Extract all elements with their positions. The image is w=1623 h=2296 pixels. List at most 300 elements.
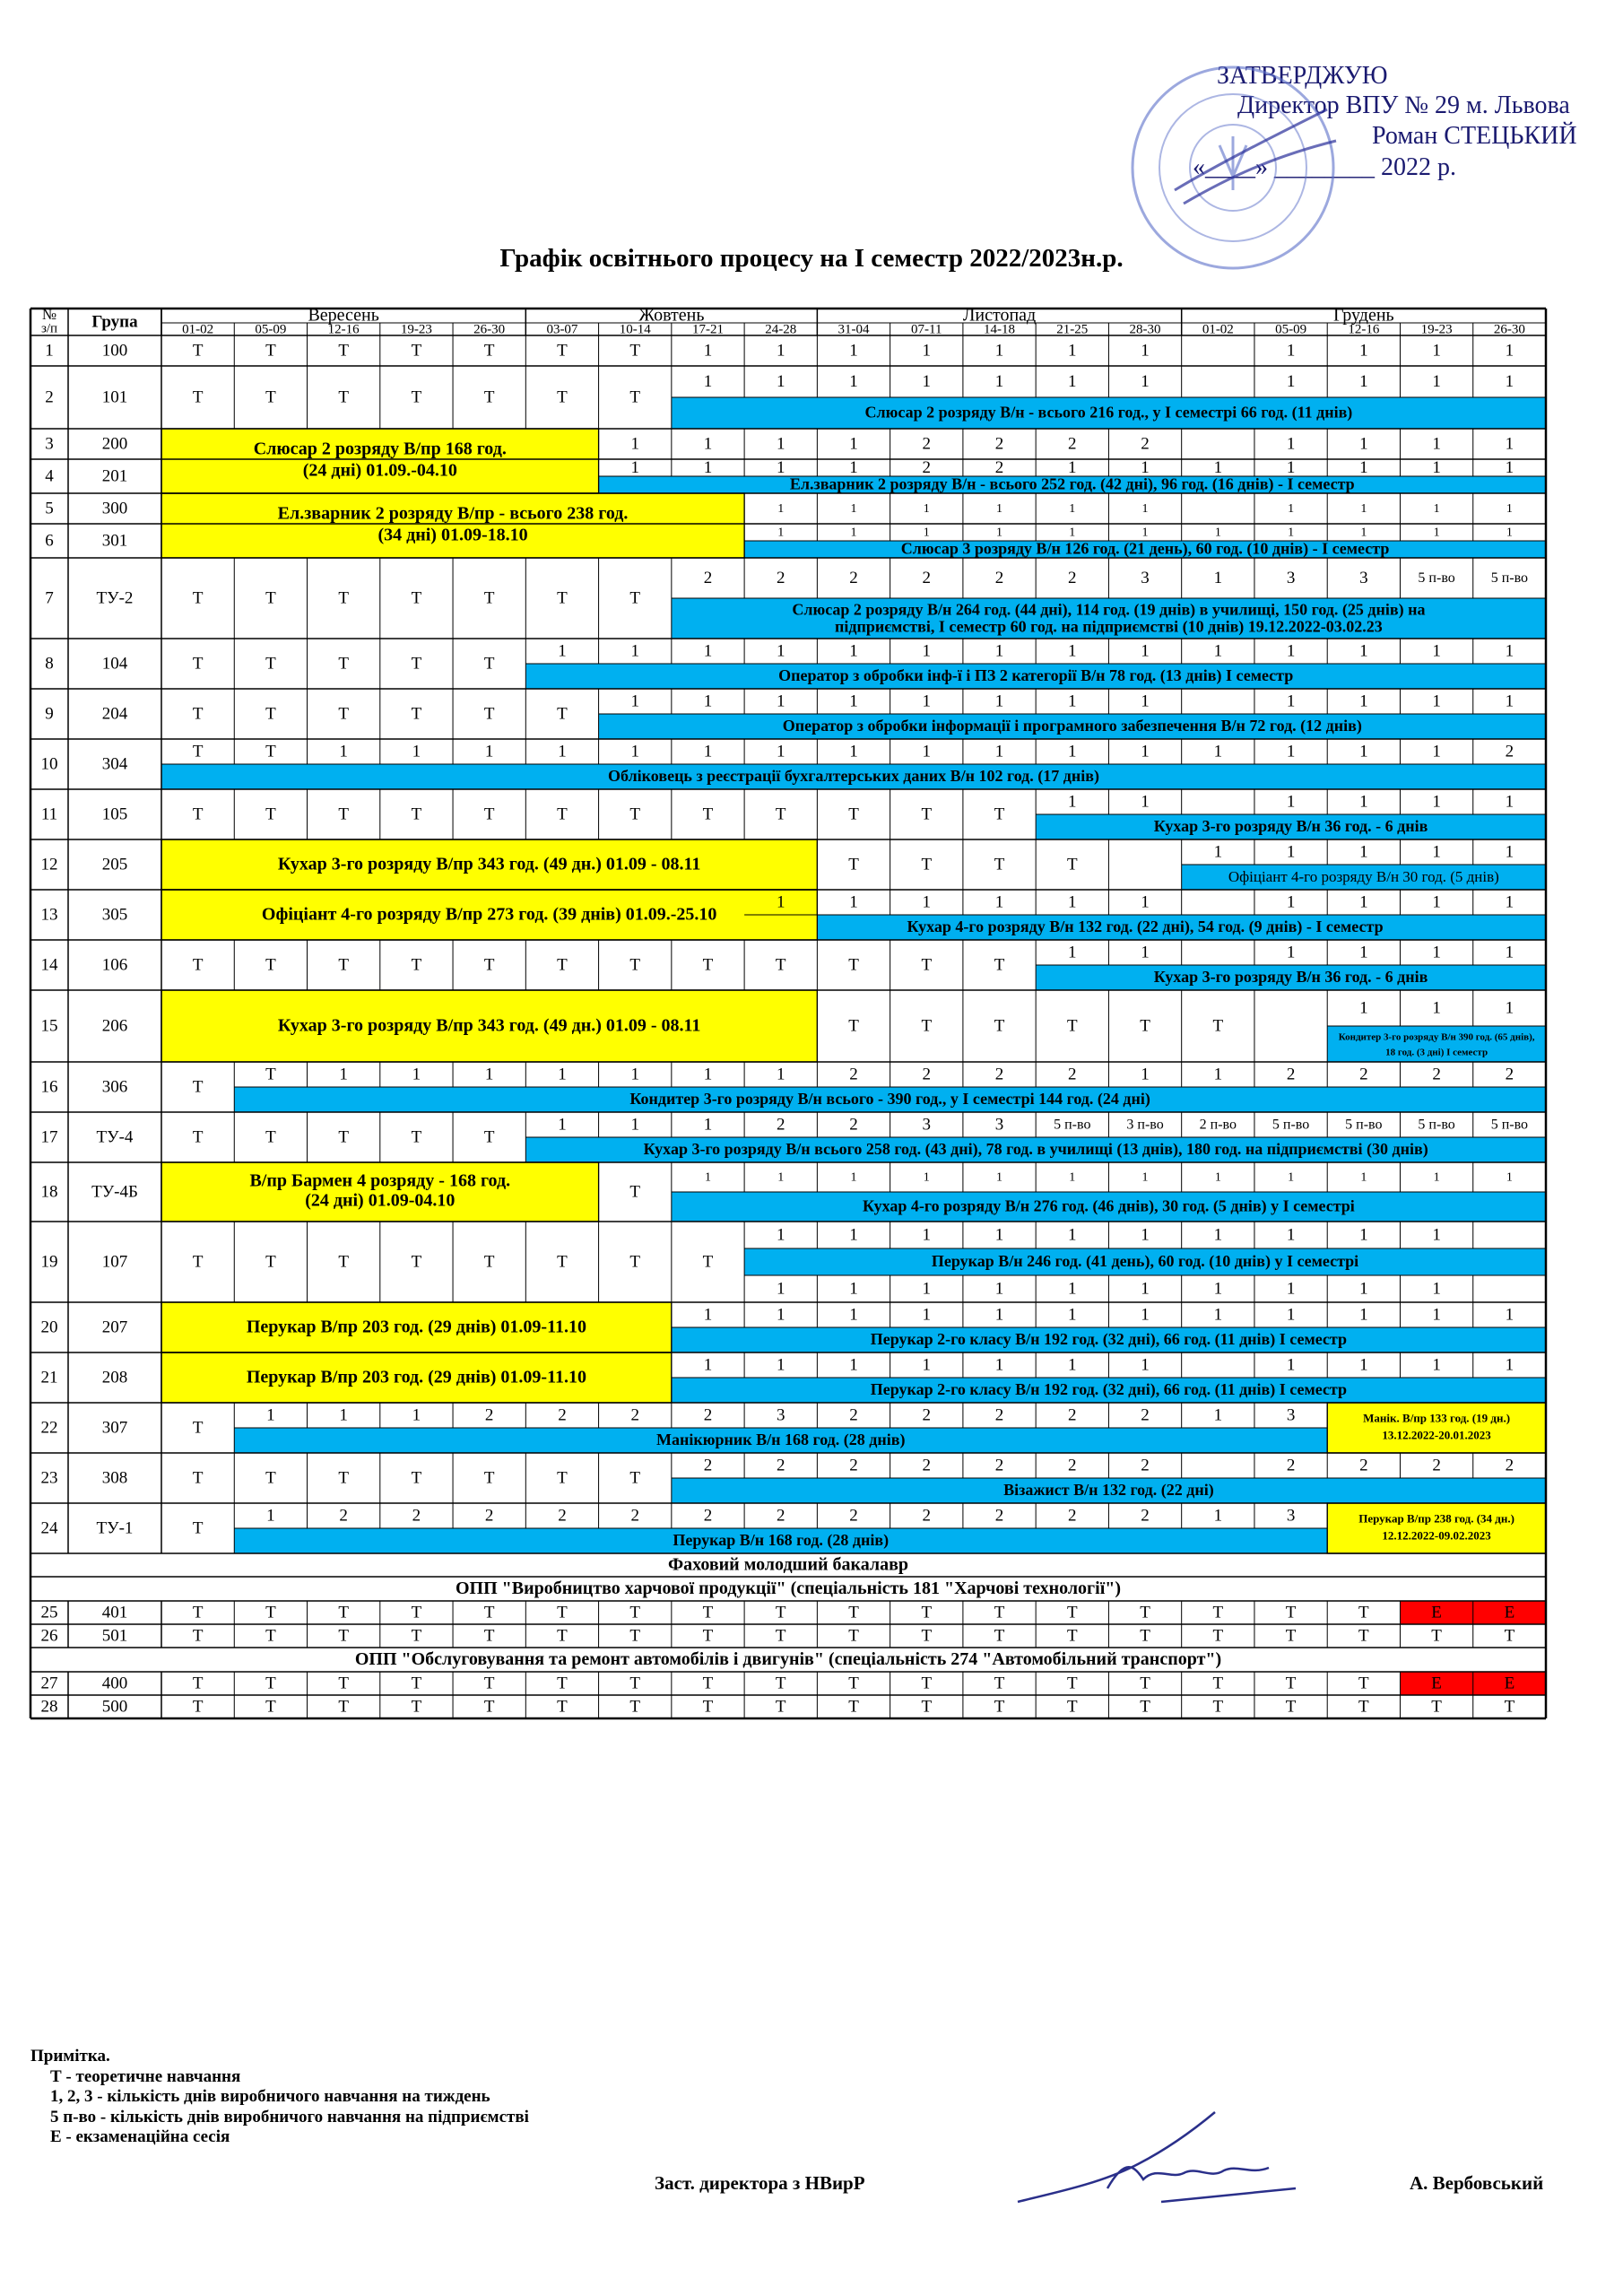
schedule-cell: Т <box>994 1603 1005 1622</box>
schedule-cell: Т <box>702 1252 714 1272</box>
week-header: 19-23 <box>400 322 432 337</box>
schedule-cell: 2 <box>412 1506 421 1526</box>
schedule-cell: Т <box>702 804 714 824</box>
schedule-cell: Т <box>192 1518 204 1538</box>
schedule-cell: 2 <box>776 1456 785 1475</box>
schedule-cell: Т <box>192 387 204 407</box>
group-code: 200 <box>101 434 128 454</box>
schedule-cell: Т <box>1358 1603 1369 1622</box>
schedule-cell: 1 <box>1141 742 1150 761</box>
yellow-block-label: Ел.зварник 2 розряду В/пр - всього 238 год. <box>277 503 629 524</box>
schedule-cell: 1 <box>1288 1170 1295 1185</box>
schedule-cell: 1 <box>849 1279 858 1299</box>
schedule-cell: 1 <box>704 1170 711 1185</box>
schedule-cell: 1 <box>996 526 1003 540</box>
row-number: 1 <box>45 341 54 361</box>
row-number: 2 <box>45 387 54 407</box>
schedule-cell: 1 <box>1505 457 1515 477</box>
week-header: 19-23 <box>1420 322 1453 337</box>
schedule-cell: 5 п-во <box>1345 1117 1383 1133</box>
approval-heading: ЗАТВЕРДЖУЮ <box>1217 62 1388 90</box>
schedule-cell: 1 <box>1432 341 1441 361</box>
schedule-cell: Т <box>411 1252 422 1272</box>
schedule-cell: Т <box>265 742 276 761</box>
schedule-cell: Т <box>557 1674 568 1693</box>
schedule-cell: 1 <box>1286 943 1296 962</box>
schedule-cell: 2 <box>776 568 785 587</box>
header-no: № <box>41 305 57 323</box>
schedule-cell: Т <box>848 1603 859 1622</box>
schedule-cell: 1 <box>1068 792 1077 812</box>
schedule-cell: Т <box>994 1674 1005 1693</box>
schedule-cell: 1 <box>1286 341 1296 361</box>
schedule-cell: 1 <box>1288 502 1295 517</box>
schedule-cell: Т <box>994 955 1005 975</box>
schedule-cell: Т <box>1066 855 1078 874</box>
document-title: Графік освітнього процесу на І семестр 2022/2023н.р. <box>499 244 1124 273</box>
schedule-cell: 1 <box>849 1355 858 1375</box>
schedule-cell: 1 <box>850 526 857 540</box>
row-number: 11 <box>40 804 58 824</box>
schedule-cell: 1 <box>1069 1170 1076 1185</box>
schedule-cell: 1 <box>1359 1279 1368 1299</box>
schedule-cell: 1 <box>1359 691 1368 711</box>
schedule-cell: 2 <box>1068 1405 1077 1425</box>
schedule-cell: Т <box>921 1674 933 1693</box>
schedule-cell: 1 <box>1359 457 1368 477</box>
schedule-cell: 1 <box>996 502 1003 517</box>
schedule-cell: 1 <box>1432 842 1441 862</box>
schedule-cell: Т <box>338 1468 349 1488</box>
schedule-cell: 3 <box>994 1115 1004 1135</box>
schedule-cell: Т <box>1140 1697 1150 1717</box>
schedule-cell: 1 <box>1069 502 1076 517</box>
schedule-cell: 2 <box>1359 1456 1368 1475</box>
schedule-cell: Т <box>483 588 495 608</box>
schedule-cell: 1 <box>484 742 494 761</box>
row-number: 10 <box>40 754 58 774</box>
schedule-cell: Т <box>411 1674 422 1693</box>
schedule-cell: 2 <box>1068 1065 1077 1084</box>
schedule-cell: 2 <box>1068 1456 1077 1475</box>
schedule-cell: 1 <box>1432 998 1441 1018</box>
blue-bar-label: Слюсар 2 розряду В/н - всього 216 год., у І семестрі 66 год. (11 днів) <box>864 403 1353 422</box>
schedule-cell: Т <box>1504 1697 1515 1717</box>
group-code: 501 <box>101 1626 128 1646</box>
schedule-cell: 1 <box>1213 842 1223 862</box>
schedule-cell: 2 <box>1432 1065 1441 1084</box>
note-item: Т - теоретичне навчання <box>50 2066 241 2086</box>
schedule-cell: Т <box>483 341 495 361</box>
schedule-cell: Т <box>1285 1603 1297 1622</box>
schedule-cell: 1 <box>1213 1225 1223 1245</box>
schedule-cell: Т <box>775 1674 786 1693</box>
schedule-cell: 3 <box>922 1115 932 1135</box>
yellow-block-label: 12.12.2022-09.02.2023 <box>1382 1528 1491 1543</box>
schedule-cell: 2 п-во <box>1199 1117 1237 1133</box>
schedule-cell: 1 <box>1359 341 1368 361</box>
schedule-cell: Т <box>848 1697 859 1717</box>
schedule-cell: 1 <box>1141 1279 1150 1299</box>
schedule-cell: 3 <box>1141 568 1150 587</box>
schedule-cell: Т <box>557 1626 568 1646</box>
yellow-block-label: Кухар 3-го розряду В/пр 343 год. (49 дн.) 01.09 - 08.11 <box>277 854 701 874</box>
schedule-cell: 3 <box>776 1405 785 1425</box>
row-number: 4 <box>45 466 54 486</box>
schedule-cell: 1 <box>994 1305 1004 1325</box>
schedule-cell: 1 <box>1286 1279 1296 1299</box>
schedule-cell: 1 <box>1141 792 1150 812</box>
schedule-cell: 1 <box>776 371 785 391</box>
schedule-cell: Т <box>629 1182 641 1202</box>
schedule-cell: 2 <box>1068 1506 1077 1526</box>
notes-block <box>30 2047 529 2148</box>
schedule-cell: Т <box>265 1674 276 1693</box>
notes-heading: Примітка. <box>30 2047 110 2066</box>
week-header: 12-16 <box>1348 322 1380 337</box>
schedule-cell: 1 <box>703 1065 713 1084</box>
handwritten-signature <box>1000 2103 1323 2220</box>
schedule-cell: Т <box>1140 1603 1150 1622</box>
schedule-cell: Т <box>411 1468 422 1488</box>
schedule-cell: 1 <box>1068 1355 1077 1375</box>
schedule-cell: Т <box>192 742 204 761</box>
schedule-cell: Т <box>1212 1626 1224 1646</box>
schedule-cell: Т <box>265 341 276 361</box>
schedule-cell: 1 <box>994 371 1004 391</box>
schedule-cell: Т <box>483 1626 495 1646</box>
schedule-cell: Т <box>338 955 349 975</box>
schedule-cell: 1 <box>776 742 785 761</box>
schedule-cell: 2 <box>994 1506 1004 1526</box>
approval-position: Директор ВПУ № 29 м. Львова <box>1237 91 1570 119</box>
group-code: 208 <box>101 1368 128 1387</box>
schedule-cell: 1 <box>1068 1305 1077 1325</box>
schedule-cell: 1 <box>703 641 713 661</box>
schedule-cell: 1 <box>776 1355 785 1375</box>
blue-bar-label: Візажист В/н 132 год. (22 дні) <box>1003 1481 1214 1500</box>
schedule-cell: 1 <box>996 1170 1003 1185</box>
schedule-cell: Т <box>848 1626 859 1646</box>
row-number: 16 <box>40 1077 58 1097</box>
schedule-cell: 1 <box>339 1065 348 1084</box>
schedule-cell: 1 <box>849 691 858 711</box>
schedule-cell: 1 <box>1505 371 1515 391</box>
group-code: 305 <box>101 905 128 925</box>
schedule-cell: Т <box>483 1603 495 1622</box>
schedule-cell: 1 <box>1068 742 1077 761</box>
schedule-cell: 2 <box>1505 1456 1515 1475</box>
schedule-cell: Т <box>629 804 641 824</box>
schedule-cell: 1 <box>922 1305 932 1325</box>
blue-bar-label: Перукар В/н 246 год. (41 день), 60 год. (10 днів) у І семестрі <box>931 1252 1359 1271</box>
schedule-cell: Т <box>411 1603 422 1622</box>
schedule-cell: Т <box>411 955 422 975</box>
schedule-cell: Т <box>338 804 349 824</box>
schedule-cell: 1 <box>1433 526 1440 540</box>
schedule-cell: Т <box>1431 1626 1442 1646</box>
schedule-cell: Т <box>338 654 349 674</box>
schedule-cell: 1 <box>1068 691 1077 711</box>
schedule-cell: 1 <box>1505 341 1515 361</box>
schedule-cell: Т <box>1358 1697 1369 1717</box>
yellow-block-label: Кухар 3-го розряду В/пр 343 год. (49 дн.) 01.09 - 08.11 <box>277 1015 701 1036</box>
schedule-cell: 1 <box>776 341 785 361</box>
schedule-cell: Т <box>921 855 933 874</box>
schedule-cell: Е <box>1431 1674 1442 1693</box>
group-code: 204 <box>101 704 128 724</box>
schedule-cell: Т <box>1140 1626 1150 1646</box>
group-code: 207 <box>101 1318 128 1337</box>
schedule-cell: 1 <box>922 1225 932 1245</box>
week-header: 24-28 <box>765 322 797 337</box>
schedule-cell: 1 <box>1286 1225 1296 1245</box>
schedule-cell: 2 <box>558 1405 567 1425</box>
schedule-cell: 1 <box>776 641 785 661</box>
schedule-cell: 1 <box>1360 526 1367 540</box>
schedule-cell: 1 <box>1360 1170 1367 1185</box>
schedule-cell: Т <box>265 704 276 724</box>
group-code: ТУ-4 <box>96 1127 134 1147</box>
row-number: 6 <box>45 531 54 551</box>
schedule-cell: 1 <box>776 434 785 454</box>
schedule-cell: Т <box>557 1697 568 1717</box>
row-number: 9 <box>45 704 54 724</box>
schedule-cell: 1 <box>703 691 713 711</box>
group-code: 500 <box>101 1697 128 1717</box>
schedule-cell: Т <box>192 955 204 975</box>
blue-bar-label: Кухар 3-го розряду В/н всього 258 год. (43 дні), 78 год. в училищі (13 днів), 180 год. на підприємстві (30 днів) <box>643 1140 1428 1159</box>
schedule-cell: Т <box>483 1674 495 1693</box>
schedule-cell: 1 <box>1359 641 1368 661</box>
schedule-cell: 1 <box>849 1305 858 1325</box>
yellow-block-label: Манік. В/пр 133 год. (19 дн.) <box>1363 1411 1511 1425</box>
schedule-cell: 1 <box>1432 943 1441 962</box>
schedule-cell: 1 <box>1286 371 1296 391</box>
row-number: 12 <box>40 855 58 874</box>
schedule-cell: 2 <box>922 457 932 477</box>
schedule-cell: 2 <box>1141 1506 1150 1526</box>
schedule-cell: 2 <box>994 1456 1004 1475</box>
schedule-cell: Т <box>338 1697 349 1717</box>
row-number: 22 <box>40 1418 58 1438</box>
blue-bar-label: Обліковець з реєстрації бухгалтерських даних В/н 102 год. (17 днів) <box>608 767 1099 786</box>
schedule-cell: Т <box>921 1626 933 1646</box>
schedule-cell: 1 <box>994 1225 1004 1245</box>
schedule-cell: Т <box>702 1603 714 1622</box>
schedule-cell: 1 <box>1214 1170 1221 1185</box>
schedule-cell: 1 <box>1141 526 1149 540</box>
schedule-cell: Т <box>192 341 204 361</box>
schedule-cell: 1 <box>1506 1170 1513 1185</box>
group-code: 100 <box>101 341 128 361</box>
schedule-cell: 5 п-во <box>1418 1117 1455 1133</box>
schedule-cell: 1 <box>412 1065 421 1084</box>
schedule-cell: Т <box>192 588 204 608</box>
schedule-cell: 1 <box>849 434 858 454</box>
yellow-block-label: Слюсар 2 розряду В/пр 168 год. <box>253 439 507 459</box>
schedule-cell: 2 <box>994 457 1004 477</box>
schedule-cell: 1 <box>849 371 858 391</box>
schedule-cell: Т <box>411 588 422 608</box>
blue-bar-label: Кухар 3-го розряду В/н 36 год. - 6 днів <box>1153 817 1428 836</box>
schedule-cell: Т <box>192 654 204 674</box>
schedule-cell: Т <box>557 1468 568 1488</box>
schedule-cell: Т <box>338 1127 349 1147</box>
schedule-cell: 2 <box>630 1506 639 1526</box>
schedule-cell: 1 <box>1359 1355 1368 1375</box>
schedule-cell: 5 п-во <box>1271 1117 1310 1133</box>
schedule-cell: 1 <box>1359 1225 1368 1245</box>
schedule-cell: 2 <box>849 1506 858 1526</box>
group-code: ТУ-2 <box>96 588 134 608</box>
schedule-cell: Т <box>338 1626 349 1646</box>
section-heading: Фаховий молодший бакалавр <box>667 1554 909 1575</box>
schedule-cell: 1 <box>777 526 785 540</box>
blue-bar-label: Перукар 2-го класу В/н 192 год. (32 дні), 66 год. (11 днів) І семестр <box>870 1330 1348 1349</box>
yellow-block-label: (24 дні) 01.09.-04.10 <box>302 460 457 481</box>
schedule-cell: 2 <box>776 1506 785 1526</box>
schedule-cell: 1 <box>776 457 785 477</box>
schedule-cell: 1 <box>1141 341 1150 361</box>
schedule-cell: 1 <box>1359 998 1368 1018</box>
schedule-cell: Т <box>265 804 276 824</box>
schedule-cell: 1 <box>339 1405 348 1425</box>
schedule-cell: Т <box>557 1603 568 1622</box>
week-header: 07-11 <box>911 322 942 337</box>
schedule-cell: Т <box>629 1674 641 1693</box>
week-header: 26-30 <box>473 322 506 337</box>
schedule-cell: 1 <box>703 371 713 391</box>
schedule-cell: 2 <box>1359 1065 1368 1084</box>
schedule-cell: 1 <box>1505 943 1515 962</box>
schedule-cell: 1 <box>1213 1506 1223 1526</box>
schedule-cell: 1 <box>558 1115 567 1135</box>
schedule-cell: 1 <box>777 502 785 517</box>
row-number: 20 <box>40 1318 58 1337</box>
signatory-title: Заст. директора з НВирР <box>655 2172 865 2194</box>
blue-bar-label: Кухар 3-го розряду В/н 36 год. - 6 днів <box>1153 968 1428 987</box>
schedule-cell: 1 <box>1359 1305 1368 1325</box>
schedule-cell: 1 <box>922 371 932 391</box>
schedule-cell: Т <box>265 955 276 975</box>
schedule-cell: Т <box>192 804 204 824</box>
schedule-cell: 2 <box>1141 1456 1150 1475</box>
schedule-cell: 1 <box>922 341 932 361</box>
schedule-cell: 1 <box>703 434 713 454</box>
schedule-cell: Т <box>1140 1674 1150 1693</box>
schedule-cell: 2 <box>558 1506 567 1526</box>
schedule-cell: 1 <box>1432 742 1441 761</box>
schedule-cell: 1 <box>1359 371 1368 391</box>
group-code: 101 <box>101 387 128 407</box>
schedule-cell: Т <box>411 341 422 361</box>
schedule-cell: 1 <box>1141 502 1149 517</box>
schedule-cell: Т <box>921 1697 933 1717</box>
schedule-cell: Т <box>265 1697 276 1717</box>
schedule-cell: 1 <box>994 691 1004 711</box>
schedule-cell: 2 <box>994 1065 1004 1084</box>
schedule-cell: 1 <box>1359 742 1368 761</box>
schedule-cell: Т <box>265 1603 276 1622</box>
schedule-cell: 1 <box>1505 691 1515 711</box>
schedule-cell: 1 <box>994 742 1004 761</box>
schedule-cell: 2 <box>1141 1405 1150 1425</box>
blue-bar-label: Кухар 4-го розряду В/н 132 год. (22 дні), 54 год. (9 днів) - І семестр <box>907 918 1384 936</box>
group-code: 206 <box>101 1016 128 1036</box>
schedule-cell: 1 <box>1141 457 1150 477</box>
schedule-cell: Т <box>848 1674 859 1693</box>
schedule-cell: Т <box>994 1016 1005 1036</box>
schedule-cell: Т <box>411 1626 422 1646</box>
note-item: 1, 2, 3 - кількість днів виробничого навчання на тиждень <box>50 2087 490 2106</box>
schedule-cell: 1 <box>776 1279 785 1299</box>
approval-date: «____» ________ 2022 р. <box>1193 153 1456 181</box>
schedule-cell: Т <box>483 1697 495 1717</box>
schedule-cell: 1 <box>1068 457 1077 477</box>
schedule-cell: Т <box>557 804 568 824</box>
schedule-cell: 1 <box>1432 691 1441 711</box>
schedule-cell: Т <box>629 1603 641 1622</box>
week-header: 01-02 <box>182 322 214 337</box>
schedule-cell: 1 <box>1505 842 1515 862</box>
schedule-cell: 1 <box>994 641 1004 661</box>
row-number: 3 <box>45 434 54 454</box>
schedule-cell: 1 <box>994 341 1004 361</box>
schedule-cell: 1 <box>630 1115 639 1135</box>
blue-bar-label: Ел.зварник 2 розряду В/н - всього 252 год. (42 дні), 96 год. (16 днів) - І семестр <box>789 474 1355 493</box>
schedule-cell: Т <box>192 1603 204 1622</box>
schedule-cell: 1 <box>630 742 639 761</box>
schedule-cell: Т <box>1066 1697 1078 1717</box>
schedule-cell: Т <box>629 387 641 407</box>
row-number: 14 <box>40 955 58 975</box>
schedule-cell: 1 <box>1505 892 1515 912</box>
schedule-cell: 1 <box>1286 1305 1296 1325</box>
schedule-cell: 2 <box>1286 1065 1296 1084</box>
schedule-cell: 1 <box>339 742 348 761</box>
schedule-cell: 1 <box>1433 502 1440 517</box>
schedule-cell: 1 <box>776 892 785 912</box>
schedule-cell: 1 <box>849 457 858 477</box>
schedule-cell: Т <box>483 387 495 407</box>
yellow-block-label: (24 дні) 01.09-04.10 <box>305 1190 456 1211</box>
schedule-cell: 1 <box>776 1065 785 1084</box>
schedule-cell: Т <box>1066 1603 1078 1622</box>
schedule-cell: 1 <box>630 1065 639 1084</box>
schedule-cell: 2 <box>994 434 1004 454</box>
schedule-cell: 1 <box>1432 434 1441 454</box>
schedule-cell: 2 <box>484 1405 494 1425</box>
schedule-cell: 1 <box>994 892 1004 912</box>
yellow-block-label: Перукар В/пр 203 год. (29 днів) 01.09-11.10 <box>246 1317 587 1337</box>
schedule-cell: 5 п-во <box>1054 1117 1091 1133</box>
schedule-cell: 1 <box>1505 1305 1515 1325</box>
schedule-cell: 1 <box>1213 742 1223 761</box>
schedule-cell: 1 <box>922 641 932 661</box>
schedule-cell: 1 <box>849 641 858 661</box>
week-header: 10-14 <box>619 322 651 337</box>
schedule-cell: Т <box>411 1697 422 1717</box>
schedule-cell: Т <box>775 804 786 824</box>
row-number: 24 <box>40 1518 58 1538</box>
schedule-cell: Т <box>265 1626 276 1646</box>
schedule-cell: 1 <box>412 1405 421 1425</box>
blue-bar-label: Слюсар 2 розряду В/н 264 год. (44 дні), 114 год. (19 днів) в училищі, 150 год. (25 днів) на <box>792 600 1426 619</box>
schedule-cell: Т <box>1285 1626 1297 1646</box>
schedule-cell: 1 <box>994 1279 1004 1299</box>
schedule-cell: 3 п-во <box>1126 1117 1164 1133</box>
